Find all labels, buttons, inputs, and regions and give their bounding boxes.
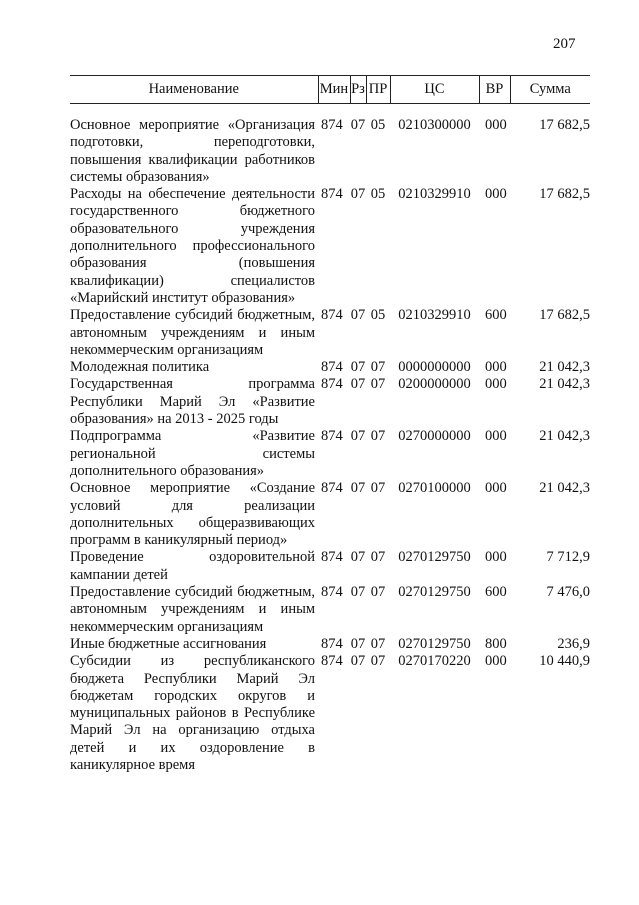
cell-name: Субсидии из республиканского бюджета Республики Марий Эл бюджетам городских округов и муниципальных районов в Республике Марий Эл на организацию отдыха детей и их оздоровление в каникулярное время [70,653,315,773]
cell-name: Государственная программа Республики Марий Эл «Развитие образования» на 2013 - 2025 годы [70,376,315,428]
cell-vr: 600 [485,307,507,324]
cell-cs: 0210329910 [398,186,471,203]
cell-vr: 000 [485,117,507,133]
cell-pr: 05 [370,186,386,203]
cell-cs: 0210300000 [398,117,471,133]
cell-sum: 17 682,5 [539,307,590,324]
table-row [70,549,590,584]
cell-min: 874 [321,549,343,566]
cell-rz: 07 [350,359,366,376]
cell-min: 874 [321,376,343,393]
column-header-pr: ПР [366,76,390,104]
table-row [70,186,590,307]
cell-sum: 17 682,5 [539,117,590,133]
cell-vr: 000 [485,359,507,376]
cell-name: Иные бюджетные ассигнования [70,635,267,652]
cell-rz: 07 [350,428,366,445]
column-header-cs: ЦС [390,76,479,104]
cell-sum: 7 476,0 [546,584,590,601]
cell-rz: 07 [350,480,366,497]
cell-cs: 0270129750 [398,635,471,652]
cell-pr: 05 [370,117,386,133]
cell-pr: 07 [370,584,386,601]
cell-min: 874 [321,653,343,670]
cell-cs: 0270170220 [398,653,471,670]
cell-cs: 0200000000 [398,376,471,393]
cell-min: 874 [321,117,343,133]
cell-rz: 07 [350,549,366,566]
cell-vr: 000 [485,376,507,393]
table-header [70,76,590,104]
cell-cs: 0270129750 [398,584,471,601]
cell-min: 874 [321,359,343,376]
cell-sum: 21 042,3 [539,359,590,376]
cell-pr: 05 [370,307,386,324]
cell-cs: 0000000000 [398,359,471,376]
cell-rz: 07 [350,584,366,601]
table-row [70,480,590,549]
cell-vr: 000 [485,549,507,566]
cell-name: Предоставление субсидий бюджетным, автономным учреждениям и иным некоммерческим организациям [70,307,315,358]
budget-table [70,75,590,774]
column-header-min: Мин [318,76,350,104]
table-row [70,117,590,186]
cell-pr: 07 [370,549,386,566]
cell-sum: 21 042,3 [539,480,590,497]
cell-pr: 07 [370,480,386,497]
cell-pr: 07 [370,635,386,652]
cell-vr: 000 [485,186,507,203]
table-row [70,376,590,428]
table-spacer [70,104,590,118]
cell-vr: 600 [485,584,507,601]
cell-vr: 000 [485,480,507,497]
cell-sum: 21 042,3 [539,428,590,445]
cell-min: 874 [321,186,343,203]
table-row [70,428,590,480]
cell-name: Проведение оздоровительной кампании детей [70,549,315,583]
cell-rz: 07 [350,376,366,393]
cell-min: 874 [321,635,343,652]
table-row [70,584,590,636]
table-row [70,653,590,774]
cell-pr: 07 [370,376,386,393]
cell-vr: 800 [485,635,507,652]
cell-name: Основное мероприятие «Создание условий для реализации дополнительных общеразвивающих программ в каникулярный период» [70,480,315,549]
cell-pr: 07 [370,653,386,670]
cell-pr: 07 [370,359,386,376]
cell-rz: 07 [350,635,366,652]
page-number: 207 [553,36,576,52]
column-header-rz: Рз [350,76,366,104]
cell-name: Подпрограмма «Развитие региональной системы дополнительного образования» [70,428,315,479]
cell-name: Молодежная политика [70,359,210,376]
cell-cs: 0210329910 [398,307,471,324]
column-header-name: Наименование [70,76,318,104]
cell-sum: 10 440,9 [539,653,590,670]
cell-min: 874 [321,307,343,324]
column-header-sum: Сумма [510,76,590,104]
cell-sum: 236,9 [557,635,590,652]
cell-rz: 07 [350,307,366,324]
cell-cs: 0270000000 [398,428,471,445]
cell-min: 874 [321,428,343,445]
cell-vr: 000 [485,428,507,445]
cell-rz: 07 [350,186,366,203]
cell-vr: 000 [485,653,507,670]
cell-sum: 7 712,9 [546,549,590,566]
cell-min: 874 [321,584,343,601]
cell-sum: 21 042,3 [539,376,590,393]
cell-rz: 07 [350,653,366,670]
table-body [70,104,590,775]
cell-name: Предоставление субсидий бюджетным, автономным учреждениям и иным некоммерческим организациям [70,584,315,635]
cell-rz: 07 [350,117,366,133]
cell-sum: 17 682,5 [539,186,590,203]
cell-name: Расходы на обеспечение деятельности государственного бюджетного образовательного учреждения дополнительного профессионального образования (повышения квалификации) специалистов «Марийский институт образования» [70,186,315,306]
table-row [70,307,590,359]
cell-cs: 0270129750 [398,549,471,566]
cell-pr: 07 [370,428,386,445]
cell-min: 874 [321,480,343,497]
table-row [70,636,590,653]
cell-cs: 0270100000 [398,480,471,497]
cell-name: Основное мероприятие «Организация подготовки, переподготовки, повышения квалификации работников системы образования» [70,117,315,185]
column-header-vr: ВР [479,76,510,104]
table-row [70,359,590,376]
